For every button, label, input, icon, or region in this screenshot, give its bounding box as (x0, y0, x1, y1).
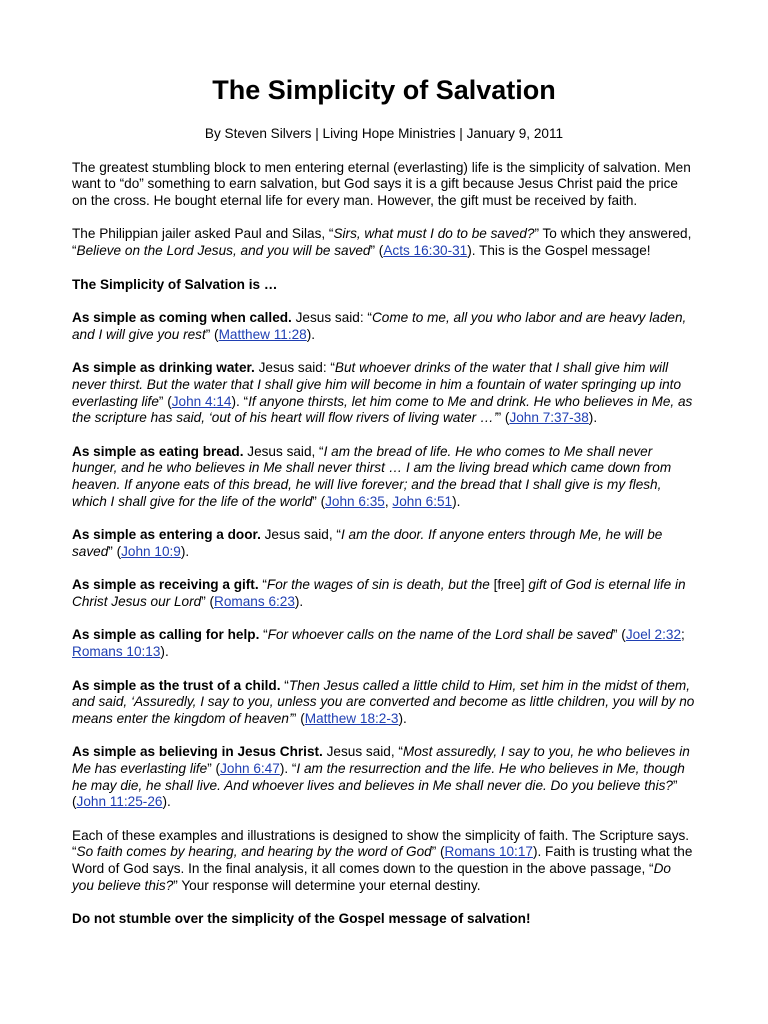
item-text: ). (398, 710, 407, 726)
item-quote: Most assuredly, I say to you, he who believes in Me has everlasting life (72, 744, 690, 777)
item-text: ). (160, 644, 169, 660)
item-text: ” ( (72, 777, 678, 810)
simplicity-item-door (72, 527, 696, 560)
closing-quote: So faith comes by hearing, and hearing by the word of God (76, 844, 432, 860)
item-text: ). “ (279, 761, 297, 777)
simplicity-item-called (72, 310, 696, 343)
item-quote: But whoever drinks of the water that I shall give him will never thirst. But the water that I shall give him will become in him a fountain of water springing up into everlasting life (72, 360, 682, 409)
item-text: Jesus said: “ (291, 310, 372, 326)
scripture-link[interactable]: Acts 16:30-31 (383, 242, 468, 258)
simplicity-item-help (72, 627, 696, 660)
item-text: ). (452, 493, 461, 509)
item-text: ” ( (312, 493, 326, 509)
closing-text: ” ( (431, 844, 445, 860)
jailer-text: ” To which they answered, “ (72, 226, 692, 258)
item-text: ” ( (291, 710, 305, 726)
jailer-text: ). This is the Gospel message! (467, 242, 651, 258)
item-text: ” ( (201, 593, 215, 609)
item-text: “ (259, 627, 268, 643)
item-text: [free] (489, 577, 529, 593)
scripture-link[interactable]: Romans 6:23 (214, 593, 295, 609)
item-text: ” ( (207, 761, 221, 777)
item-quote: gift of God is eternal life in Christ Jesus our Lord (72, 577, 686, 609)
closing-text: Each of these examples and illustrations is designed to show the simplicity of faith. The Scripture says. “ (72, 827, 690, 860)
item-heading: As simple as drinking water. (72, 360, 255, 376)
closing-text: ” Your response will determine your eternal destiny. (173, 877, 481, 893)
jailer-text: ” ( (370, 242, 384, 258)
scripture-link[interactable]: Matthew 11:28 (218, 326, 307, 342)
item-text: ). (588, 410, 598, 426)
item-text: ” ( (158, 393, 172, 409)
scripture-link[interactable]: John 11:25-26 (76, 794, 163, 810)
item-text: ” ( (613, 627, 626, 643)
scripture-link[interactable]: Romans 10:17 (444, 844, 533, 860)
item-heading: As simple as the trust of a child. (72, 677, 281, 693)
scripture-link[interactable]: Joel 2:32 (625, 627, 682, 643)
item-quote: I am the door. If anyone enters through Me, he will be saved (72, 527, 663, 559)
item-heading: As simple as receiving a gift. (72, 577, 259, 593)
item-quote: For the wages of sin is death, but the (266, 577, 490, 593)
item-text: “ (280, 677, 289, 693)
scripture-link[interactable]: John 6:35 (325, 493, 385, 509)
item-text: “ (258, 577, 267, 593)
jailer-text: The Philippian jailer asked Paul and Silas, “ (72, 226, 334, 242)
item-heading: As simple as eating bread. (72, 443, 244, 459)
scripture-link[interactable]: John 10:9 (121, 543, 181, 559)
item-text: ). (162, 794, 171, 810)
item-text: Jesus said, “ (260, 527, 341, 543)
item-text: Jesus said, “ (322, 744, 403, 760)
final-statement: Do not stumble over the simplicity of the Gospel message of salvation! (72, 911, 531, 927)
item-heading: As simple as coming when called. (72, 310, 292, 326)
scripture-link[interactable]: John 6:51 (392, 493, 453, 509)
section-lead: The Simplicity of Salvation is … (72, 276, 278, 292)
item-text: ). (294, 593, 304, 609)
closing-paragraph (72, 828, 696, 894)
item-heading: As simple as believing in Jesus Christ. (72, 744, 323, 760)
scripture-link[interactable]: John 4:14 (171, 393, 232, 409)
scripture-link[interactable]: Romans 10:13 (72, 644, 161, 660)
simplicity-item-water (72, 360, 696, 426)
item-quote: For whoever calls on the name of the Lord shall be saved (267, 627, 613, 643)
item-quote: Come to me, all you who labor and are heavy laden, and I will give you rest (72, 310, 687, 342)
item-text: ). “ (231, 393, 249, 409)
byline: By Steven Silvers | Living Hope Ministries | January 9, 2011 (204, 126, 564, 141)
item-text: ). (180, 543, 190, 559)
scripture-link[interactable]: John 6:47 (220, 761, 280, 777)
jailer-answer-quote: Believe on the Lord Jesus, and you will be saved (76, 242, 371, 258)
jailer-paragraph (72, 226, 696, 259)
jailer-quote: Sirs, what must I do to be saved? (333, 226, 535, 242)
item-text: ” ( (205, 326, 219, 342)
simplicity-item-believing (72, 744, 696, 810)
intro-paragraph: The greatest stumbling block to men entering eternal (everlasting) life is the simplicity of salvation. Men want to “do” something to earn salvation, but God says it is a gift because Jesus Christ paid the price on the cross. He bought eternal life for every man. However, the gift must be received by faith. (72, 159, 691, 208)
simplicity-item-gift (72, 577, 696, 610)
item-quote: If anyone thirsts, let him come to Me and drink. He who believes in Me, as the scripture has said, ‘out of his heart will flow rivers of living water …’ (72, 393, 693, 426)
closing-quote: Do you believe this? (72, 861, 671, 893)
item-text: Jesus said, “ (243, 443, 324, 459)
item-heading: As simple as entering a door. (72, 527, 261, 543)
item-text: ” ( (108, 543, 122, 559)
item-text: , (384, 493, 393, 509)
item-text: ; (681, 627, 685, 643)
item-quote: I am the resurrection and the life. He who believes in Me, though he may die, he shall live. And whoever lives and believes in Me shall never die. Do you believe this? (72, 761, 685, 793)
item-text: ). (306, 326, 316, 342)
item-text: ” ( (496, 410, 510, 426)
simplicity-item-bread (72, 444, 696, 510)
item-quote: Then Jesus called a little child to Him, set him in the midst of them, and said, ‘Assuredly, I say to you, unless you are converted and become as little children, you will by no means enter the kingdom of heaven’ (72, 677, 695, 726)
simplicity-item-child (72, 678, 696, 728)
page-title: The Simplicity of Salvation (212, 75, 556, 105)
scripture-link[interactable]: John 7:37-38 (509, 410, 589, 426)
item-heading: As simple as calling for help. (72, 627, 260, 643)
item-quote: I am the bread of life. He who comes to Me shall never hunger, and he who believes in Me shall never thirst … I am the living bread which came down from heaven. If anyone eats of this bread, he will live forever; and the bread that I shall give is my flesh, which I shall give for the life of the world (72, 443, 672, 509)
closing-text: ). Faith is trusting what the Word of God says. In the final analysis, it all comes down to the question in the above passage, “ (72, 844, 693, 876)
scripture-link[interactable]: Matthew 18:2-3 (304, 710, 399, 726)
item-text: Jesus said: “ (254, 360, 335, 376)
